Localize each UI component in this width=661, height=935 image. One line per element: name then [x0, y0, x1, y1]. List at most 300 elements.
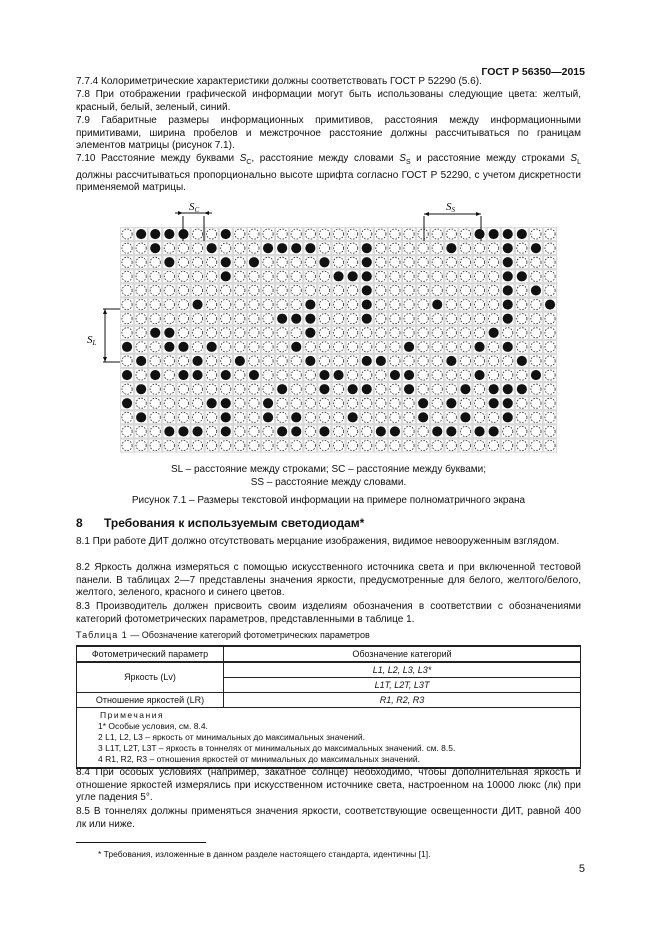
led-off: [489, 314, 499, 324]
paragraph-8-1: 8.1 При работе ДИТ должно отсутствовать мерцание изображения, видимое невооруженным взглядом.: [76, 536, 560, 547]
led-on: [446, 398, 456, 408]
led-on: [446, 356, 456, 366]
led-off: [418, 342, 428, 352]
led-off: [291, 271, 301, 281]
led-on: [545, 299, 555, 309]
led-on: [249, 370, 259, 380]
led-off: [474, 299, 484, 309]
led-on: [489, 426, 499, 436]
led-off: [432, 243, 442, 253]
led-off: [150, 342, 160, 352]
paragraph-7-10: 7.10 Расстояние между буквами $S_C$, расстояние между словами $S_S$ и расстояние между строками $S_L$ должны рассчитываться пропорционально высоте шрифта согласно ГОСТ Р 52290, с учетом дискретности применяемой матрицы.: [76, 153, 581, 194]
led-off: [192, 243, 202, 253]
led-off: [545, 384, 555, 394]
led-off: [376, 384, 386, 394]
led-off: [235, 271, 245, 281]
led-on: [263, 398, 273, 408]
led-off: [390, 271, 400, 281]
led-on: [221, 370, 231, 380]
led-off: [362, 370, 372, 380]
led-off: [136, 370, 146, 380]
led-on: [221, 271, 231, 281]
led-off: [517, 370, 527, 380]
led-off: [418, 356, 428, 366]
led-on: [291, 426, 301, 436]
led-off: [545, 440, 555, 450]
led-off: [235, 229, 245, 239]
led-on: [319, 257, 329, 267]
led-on: [404, 370, 414, 380]
footnote: * Требования, изложенные в данном разделе настоящего стандарта, идентичны [1].: [98, 849, 431, 859]
led-off: [207, 271, 217, 281]
led-off: [263, 314, 273, 324]
led-off: [291, 370, 301, 380]
led-on: [221, 412, 231, 422]
led-on: [432, 299, 442, 309]
led-off: [545, 271, 555, 281]
led-on: [531, 370, 541, 380]
led-on: [503, 229, 513, 239]
led-off: [362, 328, 372, 338]
led-on: [474, 370, 484, 380]
led-off: [263, 229, 273, 239]
led-off: [404, 285, 414, 295]
led-off: [460, 342, 470, 352]
led-off: [333, 229, 343, 239]
led-off: [221, 384, 231, 394]
led-on: [531, 243, 541, 253]
led-off: [418, 243, 428, 253]
led-off: [390, 314, 400, 324]
led-off: [192, 412, 202, 422]
led-off: [460, 257, 470, 267]
led-off: [545, 342, 555, 352]
document-header: ГОСТ Р 56350—2015: [481, 66, 585, 78]
led-off: [277, 412, 287, 422]
led-off: [221, 243, 231, 253]
led-off: [376, 314, 386, 324]
led-off: [517, 285, 527, 295]
note-item: 1* Особые условия, см. 8.4.: [98, 721, 208, 731]
led-off: [390, 229, 400, 239]
led-off: [474, 328, 484, 338]
led-off: [136, 314, 146, 324]
led-off: [164, 370, 174, 380]
led-off: [136, 328, 146, 338]
led-off: [207, 328, 217, 338]
led-off: [446, 342, 456, 352]
led-on: [192, 356, 202, 366]
led-off: [545, 229, 555, 239]
led-off: [305, 271, 315, 281]
led-off: [390, 342, 400, 352]
led-off: [235, 426, 245, 436]
led-off: [319, 229, 329, 239]
led-off: [235, 398, 245, 408]
led-off: [192, 440, 202, 450]
led-on: [446, 243, 456, 253]
led-off: [263, 370, 273, 380]
led-off: [291, 285, 301, 295]
led-off: [333, 398, 343, 408]
paragraph-8-5: 8.5 В тоннелях должны применяться значения яркости, соответствующие освещенности ДИТ, равной 400 лк или ниже.: [76, 806, 581, 830]
led-off: [150, 356, 160, 366]
led-off: [517, 257, 527, 267]
led-off: [178, 440, 188, 450]
led-off: [545, 370, 555, 380]
led-off: [122, 356, 132, 366]
led-on: [122, 398, 132, 408]
led-on: [517, 229, 527, 239]
led-off: [390, 384, 400, 394]
led-off: [122, 440, 132, 450]
led-off: [446, 440, 456, 450]
led-off: [136, 285, 146, 295]
led-off: [249, 285, 259, 295]
paragraph-7-8: 7.8 При отображении графической информации могут быть использованы следующие цвета: желтый, красный, белый, зеленый, синий.: [76, 89, 581, 113]
led-off: [207, 370, 217, 380]
led-off: [249, 271, 259, 281]
led-off: [207, 257, 217, 267]
led-off: [503, 370, 513, 380]
led-off: [348, 342, 358, 352]
table-header-param: Фотометрический параметр: [77, 646, 224, 662]
led-off: [277, 271, 287, 281]
table-cell-category: R1, R2, R3: [224, 693, 581, 708]
led-on: [474, 426, 484, 436]
led-off: [390, 412, 400, 422]
led-on: [503, 243, 513, 253]
led-off: [376, 328, 386, 338]
led-off: [517, 398, 527, 408]
led-off: [235, 342, 245, 352]
led-off: [418, 314, 428, 324]
led-off: [164, 384, 174, 394]
led-off: [348, 229, 358, 239]
led-off: [122, 328, 132, 338]
led-off: [178, 285, 188, 295]
led-off: [150, 285, 160, 295]
led-off: [249, 356, 259, 366]
led-off: [221, 440, 231, 450]
led-off: [178, 328, 188, 338]
sl-label: S: [87, 334, 93, 346]
led-on: [432, 426, 442, 436]
led-off: [474, 384, 484, 394]
led-off: [178, 257, 188, 267]
led-on: [390, 426, 400, 436]
led-on: [207, 342, 217, 352]
led-on: [503, 257, 513, 267]
led-on: [178, 426, 188, 436]
led-on: [503, 299, 513, 309]
led-off: [164, 356, 174, 366]
led-off: [221, 299, 231, 309]
led-off: [136, 440, 146, 450]
led-off: [362, 440, 372, 450]
led-off: [348, 328, 358, 338]
led-off: [178, 271, 188, 281]
led-off: [418, 370, 428, 380]
led-off: [474, 356, 484, 366]
led-off: [192, 398, 202, 408]
led-off: [376, 398, 386, 408]
led-off: [249, 412, 259, 422]
led-off: [178, 299, 188, 309]
paragraph-8-3: 8.3 Производитель должен присвоить своим изделиям обозначения в соответствии с обозначениями категорий фотометрических параметров, представленными в таблице 1.: [76, 601, 581, 625]
led-off: [333, 328, 343, 338]
led-off: [122, 243, 132, 253]
led-off: [376, 370, 386, 380]
led-off: [305, 370, 315, 380]
led-on: [291, 243, 301, 253]
led-on: [164, 342, 174, 352]
led-off: [192, 285, 202, 295]
led-off: [446, 384, 456, 394]
paragraph-8-2: 8.2 Яркость должна измеряться с помощью искусственного источника света и при включенной тестовой панели. В таблицах 2—7 представлены значения яркости, предусмотренные для белого, желтого/белого, желтого, зеленого, красного и синего цветов.: [76, 562, 581, 599]
svg-text:SL: SL: [87, 334, 97, 347]
led-off: [531, 342, 541, 352]
led-off: [319, 271, 329, 281]
led-off: [404, 314, 414, 324]
led-off: [207, 299, 217, 309]
led-off: [390, 285, 400, 295]
paragraph-7-7-4: 7.7.4 Колориметрические характеристики должны соответствовать ГОСТ Р 52290 (5.6).: [76, 76, 482, 87]
led-on: [136, 384, 146, 394]
led-off: [207, 314, 217, 324]
led-off: [192, 257, 202, 267]
led-on: [362, 384, 372, 394]
led-on: [305, 328, 315, 338]
led-off: [136, 243, 146, 253]
led-off: [221, 356, 231, 366]
note-item: 2 L1, L2, L3 – яркость от минимальных до максимальных значений.: [98, 732, 366, 742]
led-off: [474, 285, 484, 295]
led-off: [291, 328, 301, 338]
led-off: [263, 426, 273, 436]
led-on: [446, 426, 456, 436]
led-off: [277, 285, 287, 295]
led-off: [517, 314, 527, 324]
led-on: [503, 271, 513, 281]
led-off: [418, 285, 428, 295]
table-row: [77, 693, 581, 708]
led-on: [531, 285, 541, 295]
led-off: [503, 328, 513, 338]
led-off: [150, 440, 160, 450]
led-off: [390, 356, 400, 366]
led-on: [221, 229, 231, 239]
led-on: [489, 384, 499, 394]
led-off: [221, 314, 231, 324]
led-off: [390, 243, 400, 253]
led-off: [291, 356, 301, 366]
led-off: [390, 299, 400, 309]
led-matrix: [120, 227, 557, 453]
led-off: [460, 285, 470, 295]
led-off: [418, 229, 428, 239]
led-off: [235, 440, 245, 450]
led-off: [136, 342, 146, 352]
led-off: [348, 398, 358, 408]
led-off: [432, 398, 442, 408]
led-off: [418, 426, 428, 436]
led-on: [221, 398, 231, 408]
led-off: [277, 328, 287, 338]
led-on: [164, 328, 174, 338]
led-off: [207, 285, 217, 295]
led-off: [432, 370, 442, 380]
led-on: [207, 398, 217, 408]
led-off: [207, 384, 217, 394]
led-off: [545, 328, 555, 338]
led-off: [122, 412, 132, 422]
led-off: [333, 314, 343, 324]
led-on: [178, 342, 188, 352]
led-off: [432, 285, 442, 295]
led-on: [305, 299, 315, 309]
led-off: [390, 398, 400, 408]
led-off: [150, 299, 160, 309]
led-off: [545, 412, 555, 422]
led-off: [291, 299, 301, 309]
svg-text:SS: SS: [446, 201, 455, 214]
led-off: [376, 243, 386, 253]
figure-legend-line-2: SS – расстояние между словами.: [250, 477, 407, 488]
led-off: [531, 257, 541, 267]
led-off: [333, 243, 343, 253]
led-off: [404, 229, 414, 239]
led-off: [446, 328, 456, 338]
led-off: [489, 299, 499, 309]
led-off: [460, 229, 470, 239]
led-off: [404, 299, 414, 309]
led-on: [291, 412, 301, 422]
led-off: [376, 271, 386, 281]
led-off: [249, 342, 259, 352]
led-on: [517, 356, 527, 366]
led-off: [390, 257, 400, 267]
page-number: 5: [578, 863, 585, 875]
led-on: [235, 356, 245, 366]
led-off: [291, 229, 301, 239]
led-off: [164, 243, 174, 253]
led-off: [192, 229, 202, 239]
led-off: [348, 299, 358, 309]
led-off: [235, 243, 245, 253]
led-on: [291, 342, 301, 352]
led-off: [503, 356, 513, 366]
led-off: [404, 412, 414, 422]
led-off: [305, 257, 315, 267]
led-on: [319, 426, 329, 436]
led-off: [446, 412, 456, 422]
led-on: [150, 370, 160, 380]
led-off: [376, 229, 386, 239]
table-cell-category: L1, L2, L3, L3*: [224, 662, 581, 678]
led-on: [404, 342, 414, 352]
led-off: [362, 412, 372, 422]
led-off: [277, 299, 287, 309]
led-off: [291, 384, 301, 394]
led-off: [235, 328, 245, 338]
led-off: [319, 342, 329, 352]
led-on: [207, 243, 217, 253]
led-on: [305, 243, 315, 253]
table-notes: [77, 708, 581, 769]
led-off: [489, 440, 499, 450]
led-off: [235, 314, 245, 324]
led-off: [545, 314, 555, 324]
led-off: [319, 356, 329, 366]
led-off: [178, 398, 188, 408]
led-on: [277, 384, 287, 394]
led-off: [460, 299, 470, 309]
led-off: [305, 384, 315, 394]
led-off: [305, 426, 315, 436]
led-on: [150, 328, 160, 338]
led-off: [192, 271, 202, 281]
led-off: [207, 356, 217, 366]
led-off: [249, 314, 259, 324]
led-on: [164, 257, 174, 267]
led-off: [192, 328, 202, 338]
led-on: [150, 243, 160, 253]
led-off: [319, 243, 329, 253]
led-on: [192, 370, 202, 380]
led-off: [136, 299, 146, 309]
led-on: [136, 229, 146, 239]
led-off: [150, 314, 160, 324]
led-off: [305, 229, 315, 239]
led-off: [474, 257, 484, 267]
led-off: [277, 342, 287, 352]
led-on: [362, 299, 372, 309]
led-off: [249, 243, 259, 253]
led-off: [376, 412, 386, 422]
led-on: [489, 229, 499, 239]
led-off: [122, 384, 132, 394]
led-off: [235, 370, 245, 380]
table-1: [76, 645, 581, 769]
table-cell-category: L1T, L2T, L3T: [224, 678, 581, 693]
led-off: [545, 285, 555, 295]
led-off: [489, 412, 499, 422]
led-on: [136, 356, 146, 366]
led-off: [263, 342, 273, 352]
led-off: [503, 440, 513, 450]
led-off: [474, 398, 484, 408]
led-off: [235, 285, 245, 295]
led-off: [503, 426, 513, 436]
led-off: [164, 299, 174, 309]
led-off: [348, 314, 358, 324]
led-off: [404, 328, 414, 338]
led-off: [277, 229, 287, 239]
led-off: [277, 370, 287, 380]
led-off: [418, 384, 428, 394]
led-off: [474, 314, 484, 324]
led-on: [192, 426, 202, 436]
led-on: [362, 243, 372, 253]
led-off: [235, 384, 245, 394]
led-on: [305, 356, 315, 366]
led-on: [503, 314, 513, 324]
led-on: [474, 342, 484, 352]
led-off: [221, 285, 231, 295]
led-on: [362, 356, 372, 366]
led-off: [460, 243, 470, 253]
